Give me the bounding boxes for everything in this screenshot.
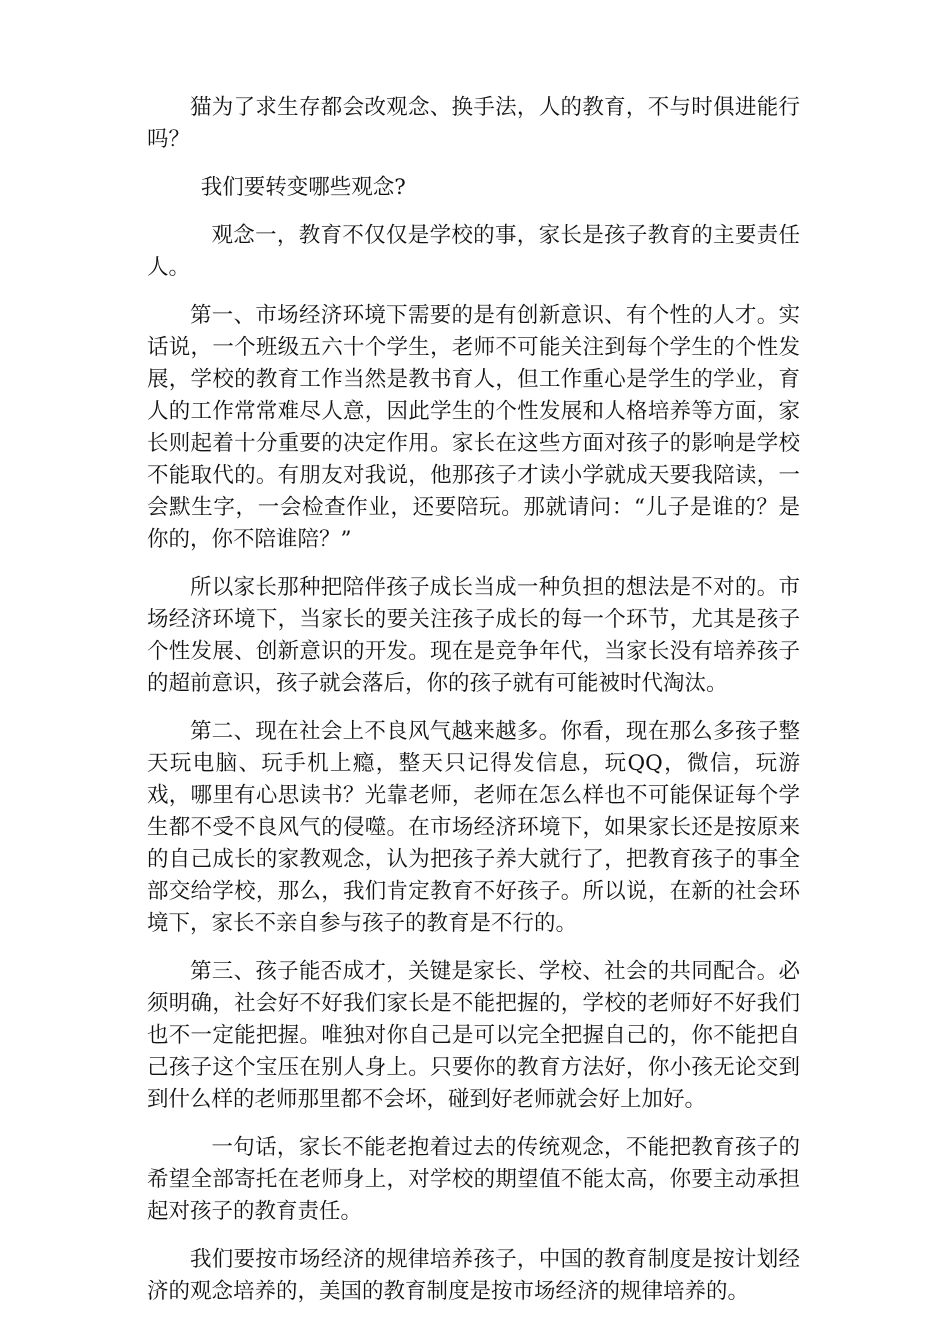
paragraph-point-three: 第三、孩子能否成才，关键是家长、学校、社会的共同配合。必须明确，社会好不好我们家长是不能把握的，学校的老师好不好我们也不一定能把握。唯独对你自己是可以完全把握自己的，你不能把自己孩子这个宝压在别人身上。只要你的教育方法好，你小孩无论交到到什么样的老师那里都不会坏，碰到好老师就会好上加好。 (147, 959, 800, 1112)
paragraph-point-two: 第二、现在社会上不良风气越来越多。你看，现在那么多孩子整天玩电脑、玩手机上瘾，整天只记得发信息，玩QQ，微信，玩游戏，哪里有心思读书？光靠老师，老师在怎么样也不可能保证每个学生都不受不良风气的侵噬。在市场经济环境下，如果家长还是按原来的自己成长的家教观念，认为把孩子养大就行了，把教育孩子的事全部交给学校，那么，我们肯定教育不好孩子。所以说，在新的社会环境下，家长不亲自参与孩子的教育是不行的。 (147, 719, 800, 936)
body-text (147, 92, 800, 1324)
paragraph-summary: 一句话，家长不能老抱着过去的传统观念，不能把教育孩子的希望全部寄托在老师身上，对学校的期望值不能太高，你要主动承担起对孩子的教育责任。 (147, 1135, 800, 1224)
paragraph-point-one: 第一、市场经济环境下需要的是有创新意识、有个性的人才。实话说，一个班级五六十个学生，老师不可能关注到每个学生的个性发展，学校的教育工作当然是教书育人，但工作重心是学生的学业，育人的工作常常难尽人意，因此学生的个性发展和人格培养等方面，家长则起着十分重要的决定作用。家长在这些方面对孩子的影响是学校不能取代的。有朋友对我说，他那孩子才读小学就成天要我陪读，一会默生字，一会检查作业，还要陪玩。那就请问：“儿子是谁的？是你的，你不陪谁陪？” (147, 303, 800, 552)
paragraph-intro: 猫为了求生存都会改观念、换手法，人的教育，不与时俱进能行吗？ (147, 95, 800, 152)
paragraph-concept-one: 观念一，教育不仅仅是学校的事，家长是孩子教育的主要责任人。 (147, 223, 800, 280)
paragraph-question: 我们要转变哪些观念? (200, 175, 406, 200)
paragraph-burden: 所以家长那种把陪伴孩子成长当成一种负担的想法是不对的。市场经济环境下，当家长的要关注孩子成长的每一个环节，尤其是孩子个性发展、创新意识的开发。现在是竞争年代，当家长没有培养孩子的超前意识，孩子就会落后，你的孩子就有可能被时代淘汰。 (147, 575, 800, 696)
paragraph-market-economy: 我们要按市场经济的规律培养孩子，中国的教育制度是按计划经济的观念培养的，美国的教育制度是按市场经济的规律培养的。 (147, 1247, 800, 1304)
